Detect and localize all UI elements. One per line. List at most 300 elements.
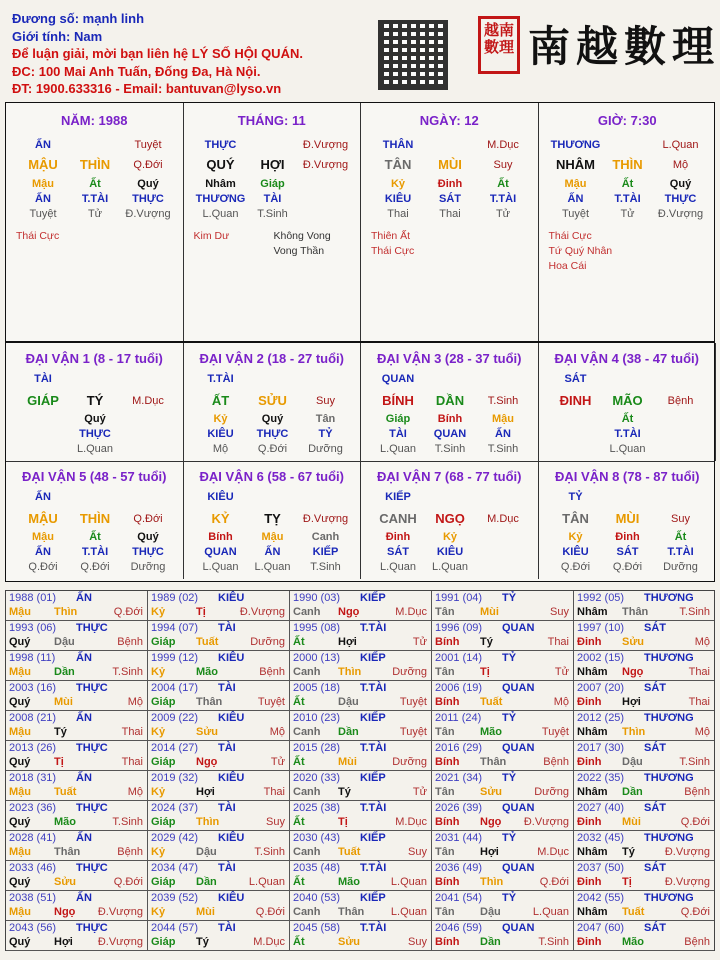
year-can: Quý — [9, 696, 31, 708]
year-can: Kỷ — [151, 906, 166, 918]
year-cell — [148, 651, 290, 681]
year-chi: Hợi — [622, 696, 641, 708]
year-god: THƯƠNG — [644, 652, 694, 664]
dv-star: Suy — [671, 513, 690, 525]
year-god: THỰC — [76, 922, 108, 934]
year-state: Đ.Vượng — [523, 816, 569, 828]
hidden-state: L.Quan — [202, 208, 239, 220]
year-chi: Dần — [196, 876, 217, 888]
dai-van-2 — [184, 343, 362, 461]
hidden-stem: Kỷ — [390, 178, 406, 190]
year-label: 2009 (22) — [151, 712, 199, 724]
year-chi: Thìn — [54, 606, 78, 618]
year-state: Đ.Vượng — [664, 876, 710, 888]
pillar-1 — [184, 103, 362, 341]
dv-chi: TÝ — [86, 393, 104, 408]
dai-van-1 — [6, 343, 184, 461]
year-label: 2022 (35) — [577, 772, 625, 784]
year-god: T.TÀI — [360, 922, 387, 934]
year-chi: Sửu — [54, 876, 77, 888]
year-can: Mậu — [9, 606, 31, 618]
year-state: Tử — [270, 756, 285, 768]
year-chi: Dậu — [622, 756, 643, 768]
year-label: 2013 (26) — [9, 742, 57, 754]
dv-hidden-stem: Bính — [437, 413, 463, 425]
year-chi: Mùi — [480, 606, 499, 618]
year-can: Ất — [293, 756, 305, 768]
year-god: KIẾP — [360, 892, 386, 904]
dv-hidden-state: L.Quan — [254, 561, 291, 573]
owner-line: Đương số: mạnh linh — [12, 11, 145, 26]
year-god: TÀI — [218, 862, 236, 874]
dv-star: Q.Đới — [133, 513, 163, 525]
header-info — [12, 10, 303, 98]
year-chi: Tuất — [622, 906, 645, 918]
hidden-stem: Ất — [621, 178, 634, 190]
year-cell — [148, 591, 290, 621]
year-label: 2024 (37) — [151, 802, 199, 814]
dv-star: Đ.Vượng — [302, 513, 349, 525]
year-cell — [6, 591, 148, 621]
dai-van-title: ĐẠI VẬN 4 (38 - 47 tuổi) — [554, 351, 699, 366]
year-chi: Mùi — [196, 906, 215, 918]
year-can: Giáp — [151, 936, 176, 948]
year-cell — [432, 891, 574, 921]
year-state: Mộ — [694, 726, 710, 738]
pillar-star2: Suy — [493, 159, 513, 171]
year-chi: Dần — [338, 726, 359, 738]
year-god: THƯƠNG — [644, 772, 694, 784]
year-can: Canh — [293, 606, 321, 618]
year-god: KIẾP — [360, 832, 386, 844]
year-chi: Ngọ — [196, 756, 218, 768]
year-god: KIẾP — [360, 592, 386, 604]
year-label: 2028 (41) — [9, 832, 57, 844]
shen-sha: Thái Cực — [548, 230, 592, 242]
year-can: Mậu — [9, 726, 31, 738]
year-state: Suy — [408, 846, 427, 858]
year-state: L.Quan — [390, 876, 427, 888]
year-cell — [290, 891, 432, 921]
dv-hidden-state: Q.Đới — [28, 561, 58, 573]
year-chi: Thân — [480, 756, 507, 768]
year-chi: Tị — [196, 606, 206, 618]
year-chi: Mùi — [54, 696, 73, 708]
shen-sha: Thái Cực — [371, 245, 415, 257]
year-state: Dưỡng — [250, 636, 285, 648]
year-chi: Thân — [54, 846, 81, 858]
year-cell — [290, 651, 432, 681]
year-cell — [574, 921, 714, 951]
year-cell — [290, 831, 432, 861]
year-state: Mộ — [694, 636, 710, 648]
year-can: Đinh — [577, 936, 602, 948]
year-cell — [6, 681, 148, 711]
hidden-stem: Giáp — [260, 178, 285, 190]
contact-line: Để luận giải, mời bạn liên hệ LÝ SỐ HỘI QUÁN. — [12, 46, 303, 61]
year-god: TỶ — [502, 892, 517, 904]
year-label: 2041 (54) — [435, 892, 483, 904]
year-state: M.Dục — [253, 936, 285, 948]
year-god: TỶ — [502, 772, 517, 784]
year-chi: Ngọ — [338, 606, 360, 618]
year-god: ẤN — [76, 652, 92, 664]
year-state: L.Quan — [390, 906, 427, 918]
year-can: Đinh — [577, 876, 602, 888]
year-chi: Mão — [54, 816, 76, 828]
pillar-title: THÁNG: 11 — [237, 113, 306, 128]
year-god: THƯƠNG — [644, 592, 694, 604]
year-cell — [432, 831, 574, 861]
year-cell — [290, 591, 432, 621]
year-god: ẤN — [76, 892, 92, 904]
year-can: Tân — [435, 906, 455, 918]
dv-can: ẤT — [211, 393, 230, 408]
dv-hidden-stem: Mậu — [32, 531, 54, 543]
year-cell — [290, 861, 432, 891]
year-label: 2035 (48) — [293, 862, 341, 874]
dai-van-5 — [6, 461, 184, 579]
year-state: T.Sinh — [254, 846, 285, 858]
shen-sha-2: Không Vong — [273, 230, 331, 242]
year-cell — [290, 921, 432, 951]
year-cell — [6, 831, 148, 861]
hidden-state: Đ.Vượng — [125, 208, 171, 220]
year-chi: Thân — [622, 606, 649, 618]
year-state: T.Sinh — [112, 816, 143, 828]
year-can: Bính — [435, 696, 460, 708]
dv-can: KỶ — [211, 511, 230, 526]
dv-hidden-god: SÁT — [616, 546, 639, 558]
year-god: SÁT — [644, 742, 666, 754]
year-cell — [432, 861, 574, 891]
year-state: Tử — [412, 636, 427, 648]
year-label: 2045 (58) — [293, 922, 341, 934]
dai-van-panel — [5, 342, 715, 582]
year-cell — [290, 711, 432, 741]
dv-hidden-stem: Bính — [208, 531, 233, 543]
hidden-god: ẤN — [567, 193, 584, 205]
year-label: 2039 (52) — [151, 892, 199, 904]
dv-hidden-stem: Đinh — [385, 531, 411, 543]
annual-luck-grid — [5, 590, 715, 951]
year-god: ẤN — [76, 772, 92, 784]
year-can: Ất — [293, 876, 305, 888]
year-state: T.Sinh — [538, 936, 569, 948]
year-cell — [148, 831, 290, 861]
year-label: 2031 (44) — [435, 832, 483, 844]
year-cell — [574, 801, 714, 831]
dv-hidden-stem: Mậu — [261, 531, 284, 543]
year-cell — [290, 741, 432, 771]
year-label: 1988 (01) — [9, 592, 57, 604]
dv-chi: MÙI — [615, 511, 640, 526]
year-can: Ất — [293, 936, 305, 948]
pillar-can: QUÝ — [206, 157, 235, 172]
hidden-stem: Mậu — [564, 178, 587, 190]
dai-van-8 — [539, 461, 717, 579]
dai-van-title: ĐẠI VẬN 6 (58 - 67 tuổi) — [199, 469, 344, 484]
year-cell — [148, 771, 290, 801]
dv-hidden-god: SÁT — [387, 546, 409, 558]
year-label: 1996 (09) — [435, 622, 483, 634]
year-label: 2000 (13) — [293, 652, 341, 664]
year-cell — [432, 591, 574, 621]
year-cell — [574, 621, 714, 651]
year-can: Canh — [293, 786, 321, 798]
hidden-state: Tử — [495, 208, 511, 220]
year-can: Quý — [9, 876, 31, 888]
pillar-star: Tuyệt — [134, 139, 162, 151]
pillar-star: Đ.Vượng — [302, 139, 349, 151]
year-god: TỶ — [502, 712, 517, 724]
year-god: THỰC — [76, 742, 108, 754]
year-chi: Thìn — [338, 666, 362, 678]
year-can: Bính — [435, 876, 460, 888]
four-pillars-panel — [5, 102, 715, 342]
year-label: 2015 (28) — [293, 742, 341, 754]
year-can: Nhâm — [577, 906, 608, 918]
year-god: T.TÀI — [360, 862, 387, 874]
year-label: 2011 (24) — [435, 712, 482, 724]
year-can: Nhâm — [577, 606, 608, 618]
year-state: Dưỡng — [392, 756, 427, 768]
year-cell — [148, 681, 290, 711]
year-state: Thai — [688, 696, 710, 708]
dv-hidden-state: Q.Đới — [257, 443, 288, 455]
dv-hidden-state: L.Quan — [609, 443, 646, 455]
year-label: 1995 (08) — [293, 622, 341, 634]
year-god: TỶ — [502, 832, 517, 844]
year-can: Kỷ — [151, 666, 166, 678]
year-state: Bệnh — [543, 756, 569, 768]
hidden-god: T.TÀI — [614, 193, 641, 205]
year-god: KIÊU — [218, 652, 245, 664]
year-cell — [6, 651, 148, 681]
year-chi: Tý — [54, 726, 67, 738]
year-cell — [148, 891, 290, 921]
year-label: 2002 (15) — [577, 652, 625, 664]
year-can: Canh — [293, 666, 321, 678]
year-chi: Mùi — [338, 756, 357, 768]
dv-god: KIÊU — [207, 491, 234, 503]
year-can: Tân — [435, 786, 455, 798]
year-chi: Tý — [196, 936, 209, 948]
dv-god: SÁT — [564, 373, 587, 385]
dv-hidden-god: T.TÀI — [81, 546, 109, 558]
pillar-can: NHÂM — [556, 157, 595, 172]
year-can: Bính — [435, 636, 460, 648]
year-can: Mậu — [9, 666, 31, 678]
dv-hidden-stem: Kỷ — [568, 531, 583, 543]
dai-van-title: ĐẠI VẬN 8 (78 - 87 tuổi) — [555, 469, 700, 484]
year-label: 2014 (27) — [151, 742, 199, 754]
year-cell — [6, 621, 148, 651]
year-god: T.TÀI — [360, 622, 387, 634]
year-cell — [290, 771, 432, 801]
year-cell — [148, 861, 290, 891]
year-label: 2040 (53) — [293, 892, 341, 904]
year-cell — [148, 921, 290, 951]
year-chi: Mão — [338, 876, 360, 888]
dv-chi: SỬU — [258, 393, 287, 408]
year-can: Tân — [435, 726, 455, 738]
year-can: Giáp — [151, 876, 176, 888]
year-label: 2008 (21) — [9, 712, 57, 724]
year-chi: Mùi — [622, 816, 641, 828]
dv-hidden-state: Dưỡng — [130, 561, 166, 573]
year-god: THƯƠNG — [644, 712, 694, 724]
dv-hidden-state: L.Quan — [76, 443, 114, 455]
year-cell — [574, 861, 714, 891]
year-cell — [6, 801, 148, 831]
year-chi: Tuất — [54, 786, 77, 798]
year-state: Q.Đới — [680, 816, 710, 828]
dv-hidden-god: KIÊU — [207, 428, 234, 440]
dv-star: T.Sinh — [487, 395, 519, 407]
hidden-stem: Quý — [137, 178, 159, 190]
hidden-god: THỰC — [664, 193, 697, 205]
year-state: Q.Đới — [255, 906, 285, 918]
year-god: QUAN — [502, 802, 535, 814]
year-god: KIÊU — [218, 772, 245, 784]
pillar-star: M.Dục — [487, 139, 519, 151]
year-chi: Hợi — [338, 636, 357, 648]
year-god: TÀI — [218, 922, 236, 934]
dv-hidden-stem: Kỷ — [442, 531, 458, 543]
year-state: M.Dục — [395, 606, 427, 618]
year-god: SÁT — [644, 922, 666, 934]
dv-god: TỶ — [568, 491, 583, 503]
year-label: 2018 (31) — [9, 772, 57, 784]
year-state: Tuyệt — [257, 696, 285, 708]
year-can: Quý — [9, 816, 31, 828]
year-state: Đ.Vượng — [97, 906, 143, 918]
logo-seal: 越南數理 — [478, 16, 520, 74]
year-label: 2020 (33) — [293, 772, 341, 784]
dv-god: QUAN — [381, 373, 415, 385]
dv-god: T.TÀI — [207, 373, 234, 385]
year-cell — [574, 591, 714, 621]
dv-hidden-god: THỰC — [132, 546, 164, 558]
year-cell — [148, 801, 290, 831]
year-chi: Tị — [54, 756, 64, 768]
year-label: 2019 (32) — [151, 772, 199, 784]
dv-chi: DẦN — [435, 393, 465, 408]
year-state: Q.Đới — [539, 876, 569, 888]
dv-star: Suy — [316, 395, 335, 407]
year-can: Giáp — [151, 756, 176, 768]
year-can: Giáp — [151, 636, 176, 648]
dv-god: TÀI — [34, 373, 52, 385]
dv-hidden-god: TÀI — [389, 428, 407, 440]
year-god: ẤN — [76, 712, 92, 724]
dv-hidden-god: THỰC — [79, 428, 111, 440]
year-state: T.Sinh — [112, 666, 143, 678]
year-chi: Hợi — [54, 936, 73, 948]
year-can: Bính — [435, 756, 460, 768]
year-god: QUAN — [502, 862, 535, 874]
shen-sha: Hoa Cái — [548, 260, 587, 272]
year-can: Kỷ — [151, 846, 166, 858]
year-state: Bệnh — [684, 786, 710, 798]
pillar-chi: MÙI — [438, 157, 462, 172]
year-label: 1994 (07) — [151, 622, 199, 634]
year-label: 1999 (12) — [151, 652, 199, 664]
dv-hidden-state: T.Sinh — [310, 561, 341, 573]
dai-van-6 — [184, 461, 362, 579]
year-god: TÀI — [218, 742, 236, 754]
year-cell — [290, 801, 432, 831]
pillar-0 — [6, 103, 184, 341]
hidden-stem: Mậu — [32, 178, 54, 190]
year-cell — [574, 831, 714, 861]
year-god: TÀI — [218, 802, 236, 814]
year-can: Giáp — [151, 816, 176, 828]
year-cell — [6, 921, 148, 951]
year-cell — [574, 771, 714, 801]
dv-hidden-state: Dưỡng — [663, 561, 698, 573]
year-cell — [432, 651, 574, 681]
pillar-god: THƯƠNG — [550, 139, 601, 151]
year-chi: Sửu — [622, 636, 645, 648]
year-chi: Tý — [338, 786, 351, 798]
year-label: 1989 (02) — [151, 592, 199, 604]
dv-hidden-stem: Đinh — [615, 531, 640, 543]
dv-can: CANH — [379, 511, 417, 526]
year-chi: Tý — [480, 636, 493, 648]
year-cell — [432, 921, 574, 951]
dv-hidden-state: T.Sinh — [434, 443, 466, 455]
year-god: THỰC — [76, 682, 108, 694]
hidden-state: Tử — [87, 208, 103, 220]
year-state: Tử — [554, 666, 569, 678]
year-god: THỰC — [76, 862, 108, 874]
year-label: 2004 (17) — [151, 682, 199, 694]
year-can: Ất — [293, 636, 305, 648]
year-label: 1990 (03) — [293, 592, 341, 604]
year-god: ẤN — [76, 592, 92, 604]
year-god: T.TÀI — [360, 802, 387, 814]
year-god: SÁT — [644, 682, 666, 694]
dv-hidden-god: T.TÀI — [667, 546, 694, 558]
dv-star: Bệnh — [667, 395, 694, 407]
year-cell — [290, 681, 432, 711]
year-can: Kỷ — [151, 606, 166, 618]
hidden-state: Đ.Vượng — [657, 208, 704, 220]
year-can: Ất — [293, 816, 305, 828]
dv-hidden-stem: Ất — [621, 413, 634, 425]
year-chi: Mão — [480, 726, 502, 738]
year-state: M.Dục — [395, 816, 427, 828]
year-god: ẤN — [76, 832, 92, 844]
year-state: Mộ — [127, 786, 143, 798]
year-label: 2017 (30) — [577, 742, 625, 754]
year-state: Bệnh — [117, 846, 143, 858]
year-can: Bính — [435, 936, 460, 948]
year-label: 2042 (55) — [577, 892, 625, 904]
year-state: Suy — [550, 606, 569, 618]
year-chi: Dậu — [338, 696, 359, 708]
pillar-chi: HỢI — [260, 157, 285, 172]
year-can: Quý — [9, 936, 31, 948]
dv-hidden-stem: Giáp — [385, 413, 411, 425]
year-state: Đ.Vượng — [664, 846, 710, 858]
dv-hidden-state: Mộ — [212, 443, 229, 455]
year-state: Mộ — [553, 696, 569, 708]
dv-hidden-god: TỶ — [318, 428, 333, 440]
year-can: Đinh — [577, 756, 602, 768]
